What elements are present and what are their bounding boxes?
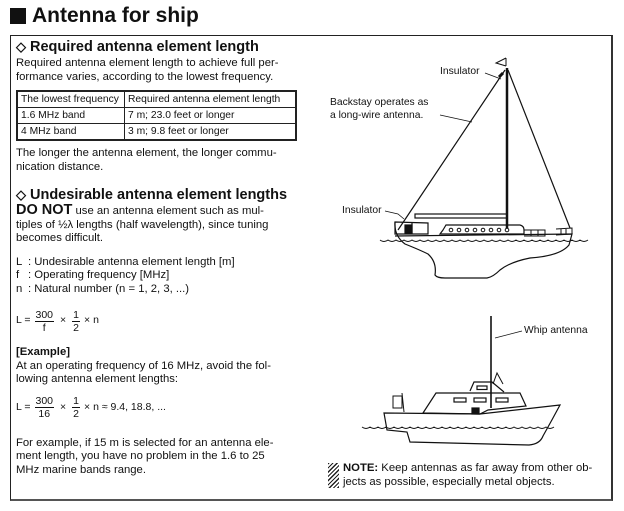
diamond-icon: ◇ bbox=[16, 39, 26, 54]
closing-example-text: For example, if 15 m is selected for an antenna ele- ment length, you have no problem in the 1.6 to 25 MHz marine bands range. bbox=[16, 436, 274, 476]
water-waves bbox=[380, 240, 588, 242]
required-length-heading: ◇ Required antenna element length bbox=[16, 39, 259, 55]
table-cell: 7 m; 23.0 feet or longer bbox=[125, 108, 297, 124]
table-header: The lowest frequency bbox=[17, 91, 125, 108]
example-heading: [Example] bbox=[16, 346, 70, 358]
required-length-intro: Required antenna element length to achieve full per- formance varies, according to the lowest frequency. bbox=[16, 57, 279, 83]
note-hatch-icon bbox=[328, 463, 339, 488]
insulator-bottom-leader bbox=[385, 211, 404, 219]
cabin-window bbox=[454, 398, 466, 402]
backstay-wire bbox=[398, 70, 505, 230]
radio-block bbox=[472, 408, 479, 414]
sailboat-boom bbox=[415, 214, 507, 218]
radar-mast bbox=[493, 373, 503, 384]
forestay-wire bbox=[508, 70, 570, 228]
cabin-window bbox=[474, 398, 486, 402]
label-insulator-bottom: Insulator bbox=[342, 205, 382, 216]
fraction: $\frac{300}{16}$ bbox=[35, 395, 54, 420]
do-not-warning: DO NOT use an antenna element such as mul- tiples of ½λ lengths (half wavelength), since tuning becomes difficult. bbox=[16, 202, 269, 244]
water-waves bbox=[362, 427, 554, 429]
backstay-leader bbox=[440, 115, 472, 122]
mast-pennant bbox=[496, 58, 506, 66]
flybridge-window bbox=[477, 386, 487, 390]
definition-item: n : Natural number (n = 1, 2, 3, ...) bbox=[16, 282, 190, 295]
fraction: $\frac{1}{2}$ bbox=[73, 395, 80, 420]
table-cell: 4 MHz band bbox=[17, 124, 125, 141]
whip-leader bbox=[495, 331, 522, 338]
undesirable-lengths-heading: ◇ Undesirable antenna element lengths bbox=[16, 187, 288, 203]
example-formula: L = $\frac{300}{16}$ × $\frac{1}{2}$ × n ≈ 9.4, 18.8, ... bbox=[16, 395, 166, 420]
definition-item: f : Operating frequency [MHz] bbox=[16, 269, 170, 281]
page-title-text: Antenna for ship bbox=[32, 4, 199, 27]
table-cell: 1.6 MHz band bbox=[17, 108, 125, 124]
portholes bbox=[449, 228, 509, 232]
general-formula: L = $\frac{300}{f}$ × $\frac{1}{2}$ × n bbox=[16, 308, 99, 334]
fraction: $\frac{1}{2}$ bbox=[73, 308, 80, 334]
diamond-icon: ◇ bbox=[16, 187, 26, 202]
insulator-top-mark bbox=[499, 73, 503, 77]
note-box: NOTE: Keep antennas as far away from other ob- jects as possible, especially metal objects. bbox=[328, 461, 608, 489]
label-backstay: Backstay operates as a long-wire antenna. bbox=[330, 97, 429, 121]
table-header: Required antenna element length bbox=[125, 91, 297, 108]
definition-item: L : Undesirable antenna element length [m] bbox=[16, 255, 235, 268]
label-whip-antenna: Whip antenna bbox=[524, 325, 588, 336]
insulator-block bbox=[405, 225, 412, 233]
fraction: $\frac{300}{f}$ bbox=[35, 308, 54, 334]
cabin-window bbox=[496, 398, 508, 402]
label-insulator-top: Insulator bbox=[440, 66, 480, 77]
stern-flag bbox=[393, 393, 404, 412]
longer-antenna-text: The longer the antenna element, the longer commu- nication distance. bbox=[16, 147, 277, 173]
table-cell: 3 m; 9.8 feet or longer bbox=[125, 124, 297, 141]
note-label: NOTE: bbox=[343, 462, 379, 474]
sailboat-illustration bbox=[380, 58, 588, 278]
example-text: At an operating frequency of 16 MHz, avoid the fol- lowing antenna element lengths: bbox=[16, 359, 271, 385]
